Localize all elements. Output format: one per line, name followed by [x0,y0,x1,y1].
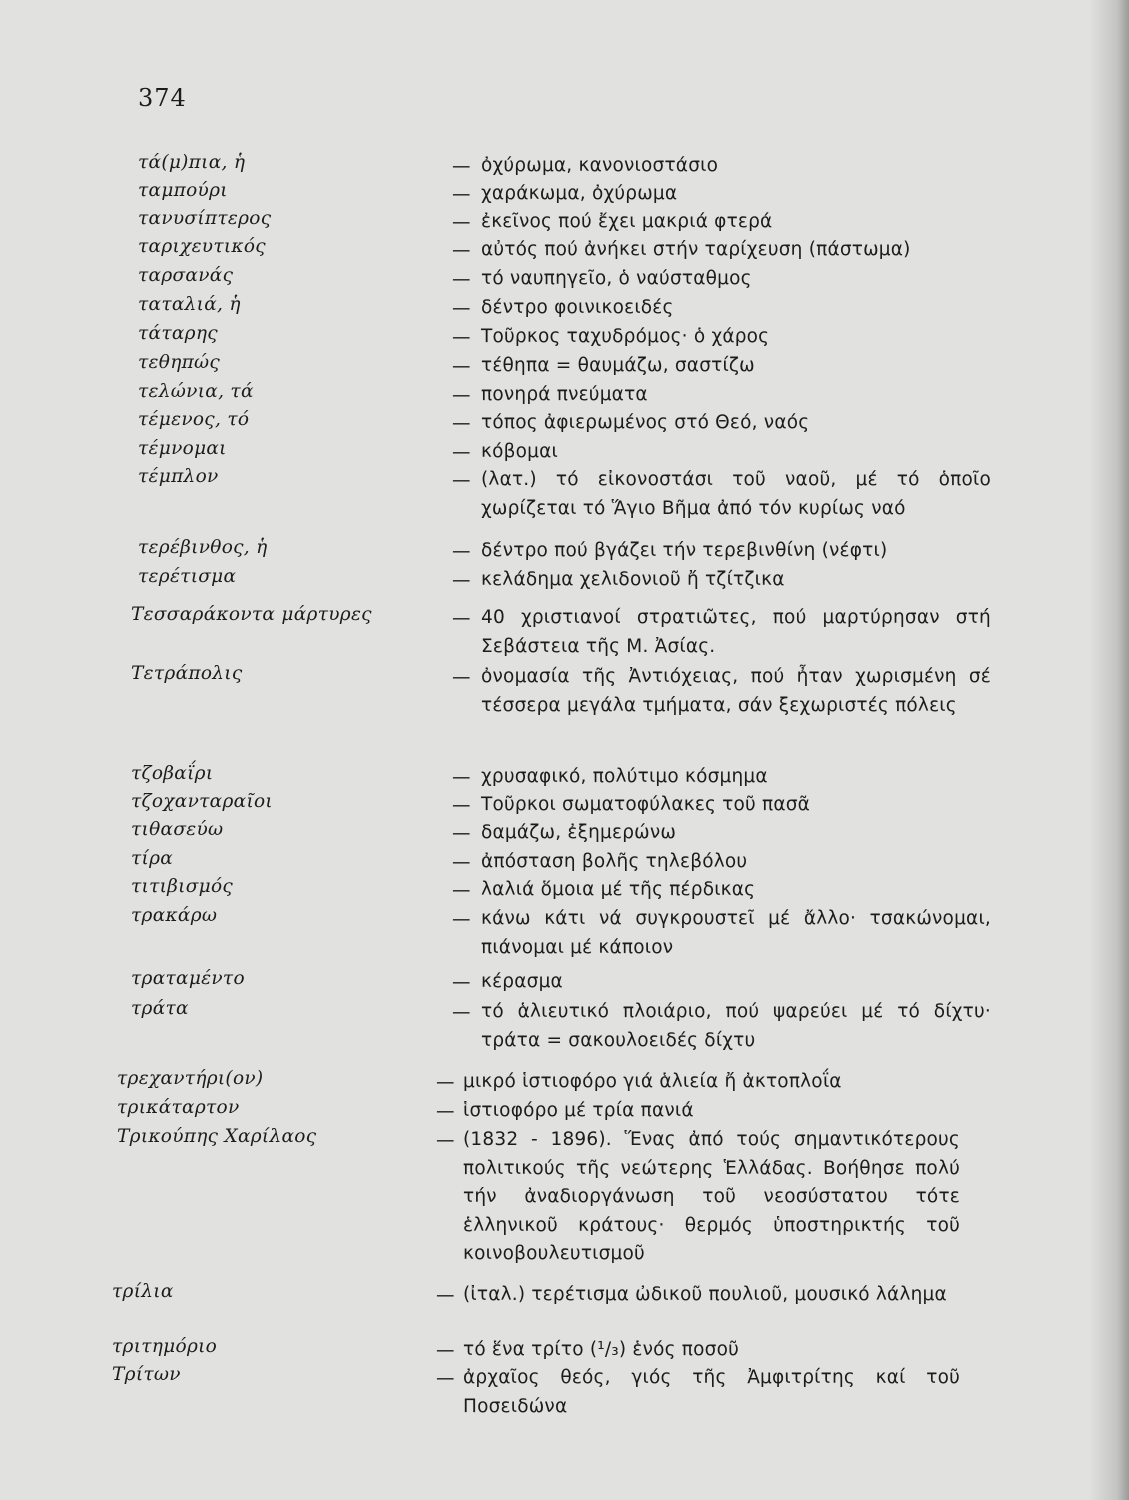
entry-dash: — [436,1130,455,1151]
entry-definition: ἀπόσταση βολῆς τηλεβόλου [481,851,748,872]
entry-dash: — [452,298,471,319]
entry-definition: τέθηπα = θαυμάζω, σαστίζω [481,355,755,376]
entry-definition: τό ἕνα τρίτο (¹/₃) ἑνός ποσοῦ [463,1339,740,1360]
entry-definition: μικρό ἱστιοφόρο γιά ἁλιεία ἤ ἀκτοπλοΐα [463,1071,842,1092]
entry-definition: δαμάζω, ἐξημερώνω [481,822,677,843]
entry-term: τράτα [131,998,189,1019]
entry-dash: — [452,269,471,290]
entry-term: ταμπούρι [138,180,228,201]
entry-term: τζοβαΐρι [131,763,214,784]
entry-term: Τεσσαράκοντα μάρτυρες [131,604,372,625]
entry-term: τερέτισμα [138,566,237,587]
entry-term: ταταλιά, ἡ [138,294,241,315]
entry-definition: χαράκωμα, ὀχύρωμα [481,183,678,204]
entry-dash: — [452,767,471,788]
entry-term: τέμνομαι [138,438,227,459]
entry-term: τρίλια [112,1281,174,1302]
entry-definition: Τοῦρκος ταχυδρόμος· ὁ χάρος [481,326,770,347]
entry-dash: — [436,1285,455,1306]
entry-definition: τό ἁλιευτικό πλοιάριο, πού ψαρεύει μέ τό δίχτυ· τράτα = σακουλοειδές δίχτυ [481,1001,991,1051]
entry-dash: — [452,608,471,629]
entry-definition: (ἰταλ.) τερέτισμα ὠδικοῦ πουλιοῦ, μουσικό λάλημα [463,1284,947,1305]
entry-definition: ἀρχαῖος θεός, γιός τῆς Ἀμφιτρίτης καί τοῦ Ποσειδώνα [463,1367,960,1417]
entry-term: τερέβινθος, ἡ [138,537,268,558]
entry-definition: λαλιά ὅμοια μέ τῆς πέρδικας [481,879,756,900]
entry-dash: — [452,667,471,688]
entry-definition: ὀνομασία τῆς Ἀντιόχειας, πού ἦταν χωρισμένη σέ τέσσερα μεγάλα τμήματα, σάν ξεχωριστές πόλεις [481,666,991,716]
entry-term: τεθηπώς [138,352,221,373]
entry-term: τρικάταρτον [117,1097,240,1118]
entry-dash: — [452,156,471,177]
entry-dash: — [452,852,471,873]
entry-term: ταρσανάς [138,265,234,286]
entry-dash: — [452,1002,471,1023]
entry-definition: κέρασμα [481,971,563,992]
entry-term: τιτιβισμός [131,876,234,897]
entry-definition: ἐκεῖνος πού ἔχει μακριά φτερά [481,211,773,232]
entry-definition: (λατ.) τό εἰκονοστάσι τοῦ ναοῦ, μέ τό ὁποῖο χωρίζεται τό Ἅγιο Βῆμα ἀπό τόν κυρίως ναό [481,469,991,519]
entry-term: ταριχευτικός [138,236,266,257]
entry-definition: ὀχύρωμα, κανονιοστάσιο [481,155,719,176]
entry-definition: αὐτός πού ἀνήκει στήν ταρίχευση (πάστωμα) [481,239,911,260]
entry-dash: — [452,909,471,930]
entry-definition: δέντρο πού βγάζει τήν τερεβινθίνη (νέφτι) [481,540,888,561]
entry-dash: — [436,1368,455,1389]
entry-definition: ἱστιοφόρο μέ τρία πανιά [463,1100,694,1121]
entry-term: τζοχανταραῖοι [131,791,273,812]
entry-term: τρακάρω [131,905,218,926]
entry-dash: — [452,541,471,562]
entry-definition: τόπος ἀφιερωμένος στό Θεό, ναός [481,412,810,433]
entry-dash: — [436,1340,455,1361]
entry-term: τραταμέντο [131,968,245,989]
entry-definition: κάνω κάτι νά συγκρουστεῖ μέ ἄλλο· τσακώνομαι, πιάνομαι μέ κάποιον [481,908,991,958]
entry-definition: Τοῦρκοι σωματοφύλακες τοῦ πασᾶ [481,794,811,815]
entry-term: τίρα [131,848,174,869]
entry-dash: — [452,212,471,233]
entry-dash: — [452,795,471,816]
entry-dash: — [452,356,471,377]
entry-dash: — [452,823,471,844]
entry-term: Τρίτων [112,1364,181,1385]
entry-term: τάταρης [138,323,218,344]
entry-term: τέμενος, τό [138,409,250,430]
entry-definition: κελάδημα χελιδονιοῦ ἤ τζίτζικα [481,569,785,590]
entry-term: Τετράπολις [131,663,243,684]
entry-dash: — [436,1072,455,1093]
entry-dash: — [452,184,471,205]
entry-dash: — [452,413,471,434]
page-number: 374 [138,84,187,112]
entry-dash: — [452,880,471,901]
entry-dash: — [452,240,471,261]
entry-term: τανυσίπτερος [138,208,272,229]
entry-definition: δέντρο φοινικοειδές [481,297,674,318]
entry-definition: τό ναυπηγεῖο, ὁ ναύσταθμος [481,268,752,289]
entry-dash: — [452,385,471,406]
entry-definition: πονηρά πνεύματα [481,384,648,405]
entry-definition: 40 χριστιανοί στρατιῶτες, πού μαρτύρησαν στή Σεβάστεια τῆς Μ. Ἀσίας. [481,607,991,657]
entry-term: τριτημόριο [112,1336,218,1357]
entry-definition: κόβομαι [481,441,558,462]
entry-term: τελώνια, τά [138,381,254,402]
entry-dash: — [452,442,471,463]
entry-term: τά(μ)πια, ἡ [138,152,246,173]
entry-dash: — [436,1101,455,1122]
entry-term: τιθασεύω [131,819,224,840]
entry-dash: — [452,570,471,591]
entry-dash: — [452,470,471,491]
entry-term: τρεχαντήρι(ον) [117,1068,264,1089]
entry-dash: — [452,972,471,993]
entry-term: Τρικούπης Χαρίλαος [117,1126,317,1147]
entry-term: τέμπλον [138,466,219,487]
entry-definition: χρυσαφικό, πολύτιμο κόσμημα [481,766,768,787]
entry-definition: (1832 - 1896). Ἕνας ἀπό τούς σημαντικότερους πολιτικούς τῆς νεώτερης Ἑλλάδας. Βοήθησε πολύ τήν ἀναδιοργάνωση τοῦ νεοσύστατου τότε ἑλληνικοῦ κράτους· θερμός ὑποστηρικτής τοῦ κοινοβουλευτισμοῦ [463,1129,960,1264]
entry-dash: — [452,327,471,348]
